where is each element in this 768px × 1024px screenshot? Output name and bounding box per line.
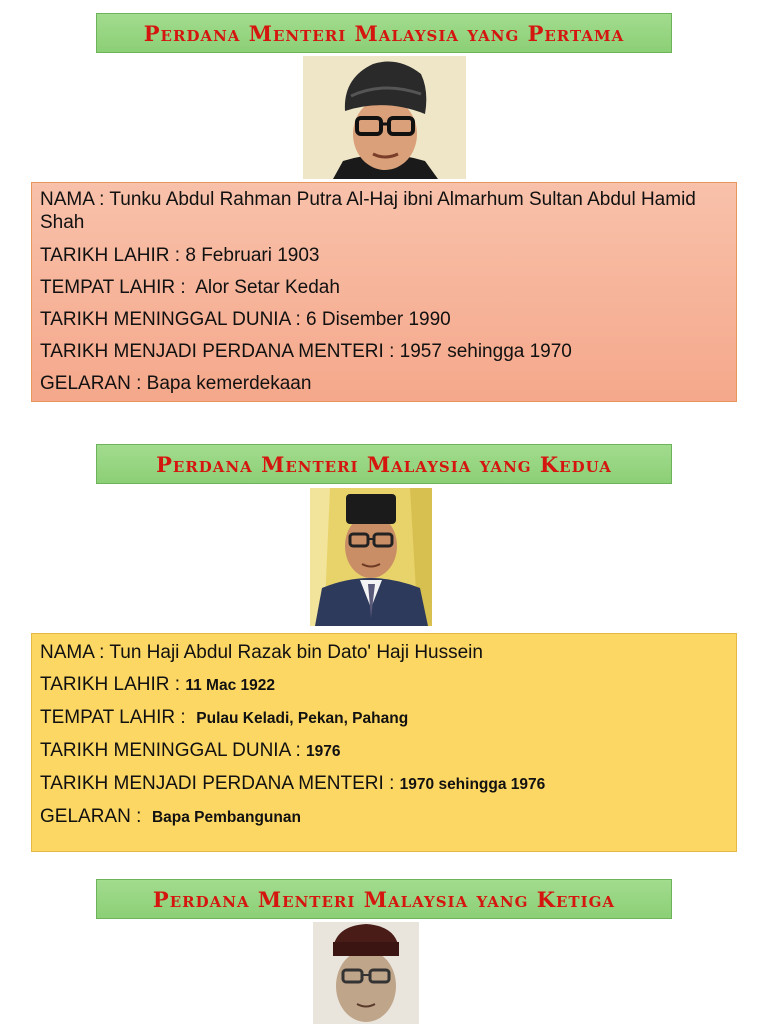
- field-tempat-lahir: TEMPAT LAHIR : Alor Setar Kedah: [40, 277, 340, 298]
- section-1-infobox: [31, 182, 737, 402]
- portrait-3-image: [313, 922, 419, 1024]
- section-1-title: Perdana Menteri Malaysia yang Pertama: [96, 13, 672, 53]
- section-2-title: Perdana Menteri Malaysia yang Kedua: [96, 444, 672, 484]
- field-tarikh-meninggal: TARIKH MENINGGAL DUNIA : 6 Disember 1990: [40, 309, 451, 330]
- field-gelaran: GELARAN : Bapa Pembangunan: [40, 806, 301, 827]
- portrait-1-image: [303, 56, 466, 179]
- field-tarikh-lahir: TARIKH LAHIR : 11 Mac 1922: [40, 674, 275, 695]
- section-3-title: Perdana Menteri Malaysia yang Ketiga: [96, 879, 672, 919]
- field-tarikh-menjadi-pm: TARIKH MENJADI PERDANA MENTERI : 1970 sehingga 1976: [40, 773, 546, 794]
- section-2-infobox: [31, 633, 737, 852]
- field-gelaran: GELARAN : Bapa kemerdekaan: [40, 373, 312, 394]
- field-tarikh-meninggal: TARIKH MENINGGAL DUNIA : 1976: [40, 740, 341, 761]
- portrait-2-image: [310, 488, 432, 626]
- field-tarikh-menjadi-pm: TARIKH MENJADI PERDANA MENTERI : 1957 sehingga 1970: [40, 341, 572, 362]
- field-nama: NAMA : Tun Haji Abdul Razak bin Dato' Haji Hussein: [40, 642, 483, 663]
- field-tempat-lahir: TEMPAT LAHIR : Pulau Keladi, Pekan, Pahang: [40, 707, 409, 728]
- field-nama: NAMA : Tunku Abdul Rahman Putra Al-Haj ibni Almarhum Sultan Abdul Hamid Shah: [40, 189, 696, 233]
- field-tarikh-lahir: TARIKH LAHIR : 8 Februari 1903: [40, 245, 320, 266]
